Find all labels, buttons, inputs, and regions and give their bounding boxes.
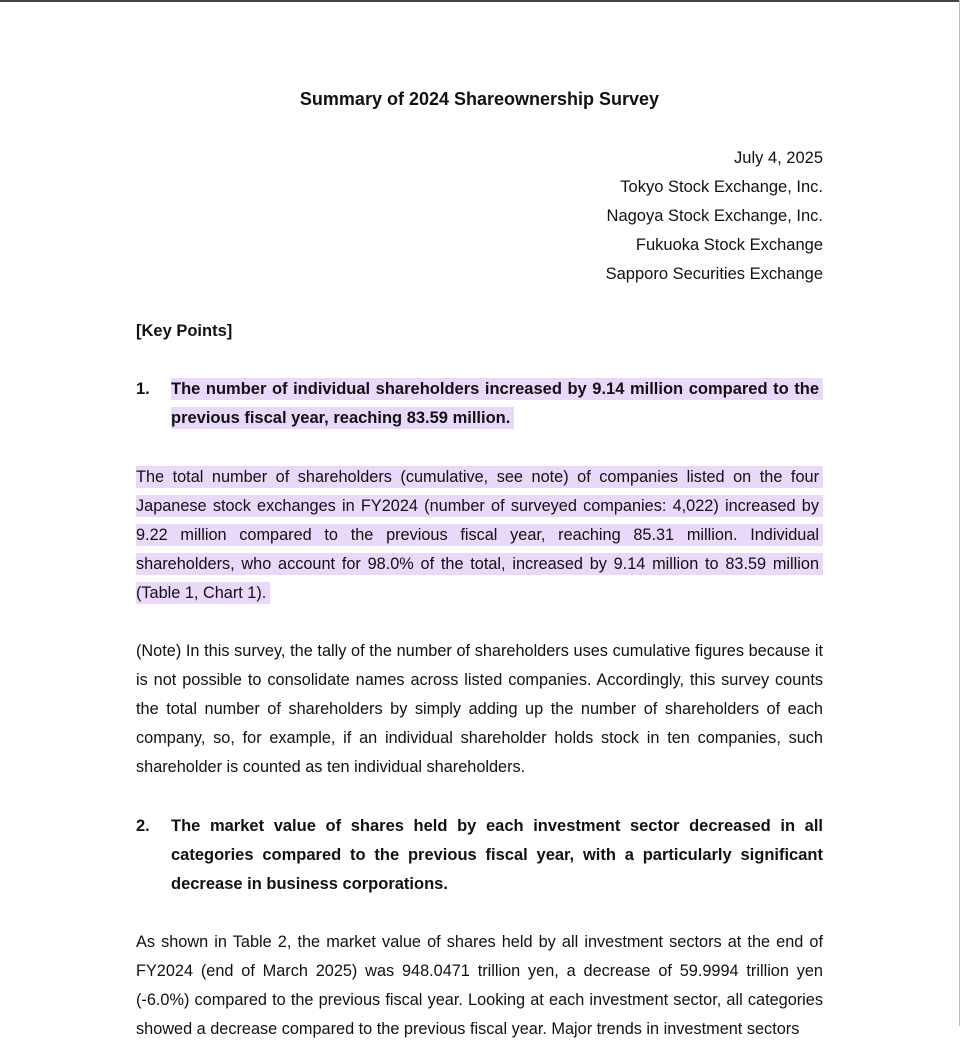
point-2-heading [136, 812, 823, 899]
point-2-paragraph: As shown in Table 2, the market value of shares held by all investment sectors at the end of FY2024 (end of March 2025) was 948.0471 trillion yen, a decrease of 59.9994 trillion yen (-6.0%) compared to the previous fiscal year. Looking at each investment sector, all categories showed a decrease compared to the previous fiscal year. Major trends in investment sectors [136, 933, 823, 1038]
viewer-top-border [0, 0, 960, 2]
key-points-label: [Key Points] [136, 322, 233, 340]
point-2-heading-text: The market value of shares held by each investment sector decreased in all categories compared to the previous fiscal year, with a particularly significant decrease in business corporations. [171, 817, 823, 893]
point-1-note: (Note) In this survey, the tally of the number of shareholders uses cumulative figures because it is not possible to consolidate names across listed companies. Accordingly, this survey counts the total number of shareholders by simply adding up the number of shareholders of each company, so, for example, if an individual shareholder holds stock in ten companies, such shareholder is counted as ten individual shareholders. [136, 642, 823, 776]
issuer-sse: Sapporo Securities Exchange [605, 265, 823, 283]
sender-block [606, 144, 823, 289]
issuer-nse: Nagoya Stock Exchange, Inc. [606, 207, 823, 225]
point-2-number: 2. [136, 817, 150, 835]
point-1-heading-text: The number of individual shareholders increased by 9.14 million compared to the previous fiscal year, reaching 83.59 million. [171, 378, 823, 429]
point-1-paragraph-text: The total number of shareholders (cumulative, see note) of companies listed on the four Japanese stock exchanges in FY2024 (number of surveyed companies: 4,022) increased by 9.22 million compared to the previous fiscal year, reaching 85.31 million. Individual shareholders, who account for 98.0% of the total, increased by 9.14 million to 83.59 million (Table 1, Chart 1). [136, 466, 823, 604]
point-1-paragraph [136, 463, 823, 608]
point-1-heading [136, 375, 823, 433]
document-title: Summary of 2024 Shareownership Survey [299, 89, 660, 109]
document-date: July 4, 2025 [734, 149, 823, 167]
point-1-number: 1. [136, 380, 150, 398]
issuer-fse: Fukuoka Stock Exchange [635, 236, 823, 254]
issuer-tse: Tokyo Stock Exchange, Inc. [620, 178, 823, 196]
